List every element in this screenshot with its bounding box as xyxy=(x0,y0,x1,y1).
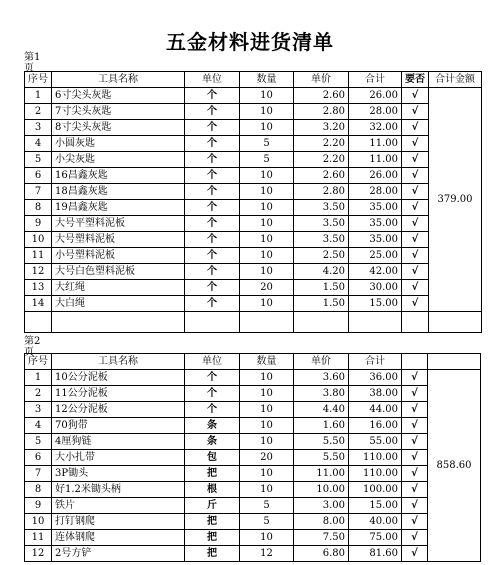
item-subtotal: 100.00 xyxy=(349,482,402,498)
item-price: 5.50 xyxy=(294,434,349,450)
item-name: 大号塑料泥板 xyxy=(52,232,185,248)
item-qty: 20 xyxy=(240,280,294,296)
item-name: 19昌鑫灰匙 xyxy=(52,200,185,216)
item-name: 70狗带 xyxy=(52,418,185,434)
item-qty: 5 xyxy=(240,514,294,530)
item-name: 大小扎带 xyxy=(52,450,185,466)
header-subtotal: 合计 xyxy=(349,72,402,88)
item-price: 7.50 xyxy=(294,530,349,546)
row-index: 5 xyxy=(25,152,52,168)
grand-total: 379.00 xyxy=(429,88,482,312)
item-price: 1.50 xyxy=(294,280,349,296)
item-qty: 10 xyxy=(240,216,294,232)
check-mark: √ xyxy=(402,514,428,530)
item-name: 大号白色塑料泥板 xyxy=(52,264,185,280)
item-qty: 10 xyxy=(240,88,294,104)
item-unit: 个 xyxy=(185,232,240,248)
item-unit: 把 xyxy=(185,514,240,530)
item-qty: 10 xyxy=(240,296,294,312)
empty-cell xyxy=(294,312,349,333)
item-qty: 10 xyxy=(240,402,294,418)
row-index: 6 xyxy=(25,450,52,466)
table-row xyxy=(25,120,482,136)
header-required: 要否 xyxy=(402,72,429,88)
item-price: 3.20 xyxy=(294,120,349,136)
header-unit: 单位 xyxy=(185,72,240,88)
check-mark: √ xyxy=(402,216,429,232)
item-subtotal: 16.00 xyxy=(349,418,402,434)
item-qty: 10 xyxy=(240,232,294,248)
empty-cell xyxy=(349,312,402,333)
item-price: 3.50 xyxy=(294,200,349,216)
item-price: 2.50 xyxy=(294,248,349,264)
item-qty: 10 xyxy=(240,104,294,120)
check-mark: √ xyxy=(402,184,429,200)
item-price: 3.50 xyxy=(294,216,349,232)
item-unit: 个 xyxy=(185,136,240,152)
item-price: 10.00 xyxy=(294,482,349,498)
item-subtotal: 81.60 xyxy=(349,546,402,562)
item-name: 8寸尖头灰匙 xyxy=(52,120,185,136)
table-header-row xyxy=(25,354,481,370)
row-index: 2 xyxy=(25,386,52,402)
empty-row xyxy=(25,312,482,333)
item-subtotal: 55.00 xyxy=(349,434,402,450)
row-index: 8 xyxy=(25,200,52,216)
grand-total: 858.60 xyxy=(428,370,481,562)
item-name: 小号塑料泥板 xyxy=(52,248,185,264)
item-price: 1.50 xyxy=(294,296,349,312)
item-qty: 12 xyxy=(240,546,294,562)
row-index: 10 xyxy=(25,514,52,530)
item-name: 6寸尖头灰匙 xyxy=(52,88,185,104)
row-index: 7 xyxy=(25,466,52,482)
item-qty: 10 xyxy=(240,370,294,386)
empty-cell xyxy=(240,312,294,333)
row-index: 1 xyxy=(25,88,52,104)
check-mark: √ xyxy=(402,152,429,168)
item-subtotal: 15.00 xyxy=(349,498,402,514)
item-price: 4.40 xyxy=(294,402,349,418)
item-unit: 个 xyxy=(185,248,240,264)
item-price: 11.00 xyxy=(294,466,349,482)
table-row xyxy=(25,482,481,498)
table-row xyxy=(25,136,482,152)
item-subtotal: 26.00 xyxy=(349,88,402,104)
item-unit: 把 xyxy=(185,530,240,546)
item-price: 2.20 xyxy=(294,136,349,152)
table-row xyxy=(25,280,482,296)
item-subtotal: 26.00 xyxy=(349,168,402,184)
row-index: 5 xyxy=(25,434,52,450)
row-index: 14 xyxy=(25,296,52,312)
item-qty: 10 xyxy=(240,264,294,280)
item-unit: 个 xyxy=(185,184,240,200)
item-unit: 个 xyxy=(185,296,240,312)
header-subtotal: 合计 xyxy=(349,354,402,370)
item-subtotal: 42.00 xyxy=(349,264,402,280)
item-price: 2.60 xyxy=(294,88,349,104)
table-row xyxy=(25,248,482,264)
check-mark: √ xyxy=(402,232,429,248)
row-index: 6 xyxy=(25,168,52,184)
item-name: 4厘狗链 xyxy=(52,434,185,450)
header-total-empty xyxy=(428,354,481,370)
item-price: 2.80 xyxy=(294,104,349,120)
table-row xyxy=(25,418,481,434)
item-qty: 5 xyxy=(240,498,294,514)
check-mark: √ xyxy=(402,136,429,152)
item-unit: 个 xyxy=(185,200,240,216)
item-unit: 条 xyxy=(185,434,240,450)
table-row xyxy=(25,200,482,216)
item-name: 7寸尖头灰匙 xyxy=(52,104,185,120)
item-name: 16昌鑫灰匙 xyxy=(52,168,185,184)
item-subtotal: 40.00 xyxy=(349,514,402,530)
item-unit: 个 xyxy=(185,280,240,296)
item-subtotal: 110.00 xyxy=(349,466,402,482)
header-index: 序号 xyxy=(25,354,52,370)
header-name: 工具名称 xyxy=(52,354,185,370)
item-price: 5.50 xyxy=(294,450,349,466)
check-mark: √ xyxy=(402,370,428,386)
item-subtotal: 32.00 xyxy=(349,120,402,136)
item-subtotal: 11.00 xyxy=(349,152,402,168)
item-qty: 10 xyxy=(240,482,294,498)
item-name: 大红绳 xyxy=(52,280,185,296)
table-row xyxy=(25,232,482,248)
check-mark: √ xyxy=(402,248,429,264)
item-unit: 根 xyxy=(185,482,240,498)
item-unit: 条 xyxy=(185,418,240,434)
row-index: 10 xyxy=(25,232,52,248)
empty-cell xyxy=(52,312,185,333)
materials-table-page-1 xyxy=(24,71,482,333)
table-row xyxy=(25,296,482,312)
check-mark: √ xyxy=(402,104,429,120)
item-unit: 个 xyxy=(185,386,240,402)
table-row xyxy=(25,264,482,280)
item-price: 3.50 xyxy=(294,232,349,248)
row-index: 3 xyxy=(25,402,52,418)
item-subtotal: 30.00 xyxy=(349,280,402,296)
item-name: 铁片 xyxy=(52,498,185,514)
item-subtotal: 36.00 xyxy=(349,370,402,386)
item-subtotal: 75.00 xyxy=(349,530,402,546)
item-price: 6.80 xyxy=(294,546,349,562)
item-name: 小尖灰匙 xyxy=(52,152,185,168)
check-mark: √ xyxy=(402,498,428,514)
item-name: 连体钢爬 xyxy=(52,530,185,546)
header-index: 序号 xyxy=(25,72,52,88)
item-subtotal: 110.00 xyxy=(349,450,402,466)
item-unit: 个 xyxy=(185,402,240,418)
item-name: 大号平塑料泥板 xyxy=(52,216,185,232)
item-price: 1.60 xyxy=(294,418,349,434)
item-name: 18昌鑫灰匙 xyxy=(52,184,185,200)
item-unit: 把 xyxy=(185,466,240,482)
item-price: 3.60 xyxy=(294,370,349,386)
item-qty: 10 xyxy=(240,200,294,216)
item-qty: 10 xyxy=(240,530,294,546)
check-mark: √ xyxy=(402,280,429,296)
check-mark: √ xyxy=(402,120,429,136)
materials-table-page-2 xyxy=(24,353,481,562)
table-row xyxy=(25,434,481,450)
check-mark: √ xyxy=(402,200,429,216)
row-index: 9 xyxy=(25,498,52,514)
item-subtotal: 44.00 xyxy=(349,402,402,418)
item-qty: 10 xyxy=(240,168,294,184)
item-unit: 斤 xyxy=(185,498,240,514)
check-mark: √ xyxy=(402,168,429,184)
check-mark: √ xyxy=(402,434,428,450)
check-mark: √ xyxy=(402,450,428,466)
table-header-row xyxy=(25,72,482,88)
page-mark-text: 第2页 xyxy=(24,336,41,358)
item-price: 2.20 xyxy=(294,152,349,168)
item-qty: 10 xyxy=(240,120,294,136)
check-mark: √ xyxy=(402,386,428,402)
empty-cell xyxy=(25,312,52,333)
item-unit: 个 xyxy=(185,152,240,168)
item-subtotal: 25.00 xyxy=(349,248,402,264)
row-index: 13 xyxy=(25,280,52,296)
item-qty: 10 xyxy=(240,386,294,402)
row-index: 2 xyxy=(25,104,52,120)
row-index: 8 xyxy=(25,482,52,498)
item-subtotal: 15.00 xyxy=(349,296,402,312)
item-qty: 20 xyxy=(240,450,294,466)
item-unit: 个 xyxy=(185,88,240,104)
check-mark: √ xyxy=(402,482,428,498)
item-qty: 10 xyxy=(240,434,294,450)
row-index: 7 xyxy=(25,184,52,200)
table-row xyxy=(25,530,481,546)
item-subtotal: 28.00 xyxy=(349,104,402,120)
table-row xyxy=(25,88,482,104)
empty-cell xyxy=(402,312,429,333)
header-price: 单价 xyxy=(294,72,349,88)
table-row xyxy=(25,386,481,402)
table-row xyxy=(25,466,481,482)
item-name: 大白绳 xyxy=(52,296,185,312)
item-unit: 个 xyxy=(185,168,240,184)
table-row xyxy=(25,450,481,466)
item-subtotal: 35.00 xyxy=(349,200,402,216)
row-index: 4 xyxy=(25,136,52,152)
table-row xyxy=(25,402,481,418)
header-unit: 单位 xyxy=(185,354,240,370)
row-index: 11 xyxy=(25,248,52,264)
item-qty: 10 xyxy=(240,418,294,434)
document-title: 五金材料进货清单 xyxy=(166,30,334,54)
item-name: 好1.2米锄头柄 xyxy=(52,482,185,498)
empty-cell xyxy=(429,312,482,333)
item-qty: 10 xyxy=(240,248,294,264)
table-row xyxy=(25,152,482,168)
row-index: 3 xyxy=(25,120,52,136)
row-index: 9 xyxy=(25,216,52,232)
item-subtotal: 35.00 xyxy=(349,216,402,232)
item-price: 8.00 xyxy=(294,514,349,530)
item-unit: 把 xyxy=(185,546,240,562)
item-price: 2.80 xyxy=(294,184,349,200)
item-price: 2.60 xyxy=(294,168,349,184)
item-name: 12公分泥板 xyxy=(52,402,185,418)
check-mark: √ xyxy=(402,402,428,418)
item-name: 打钉钢爬 xyxy=(52,514,185,530)
item-unit: 个 xyxy=(185,120,240,136)
item-name: 小圆灰匙 xyxy=(52,136,185,152)
item-qty: 10 xyxy=(240,466,294,482)
item-unit: 个 xyxy=(185,370,240,386)
table-row xyxy=(25,514,481,530)
item-price: 4.20 xyxy=(294,264,349,280)
header-total: 合计金额 xyxy=(429,72,482,88)
row-index: 12 xyxy=(25,546,52,562)
table-row xyxy=(25,546,481,562)
check-mark: √ xyxy=(402,546,428,562)
item-qty: 10 xyxy=(240,184,294,200)
item-name: 11公分泥板 xyxy=(52,386,185,402)
item-name: 2号方铲 xyxy=(52,546,185,562)
check-mark: √ xyxy=(402,264,429,280)
item-subtotal: 38.00 xyxy=(349,386,402,402)
table-row xyxy=(25,104,482,120)
row-index: 1 xyxy=(25,370,52,386)
check-mark: √ xyxy=(402,466,428,482)
check-mark: √ xyxy=(402,530,428,546)
row-index: 4 xyxy=(25,418,52,434)
header-required-empty xyxy=(402,354,428,370)
item-subtotal: 28.00 xyxy=(349,184,402,200)
check-mark: √ xyxy=(402,296,429,312)
table-row xyxy=(25,370,481,386)
item-price: 3.80 xyxy=(294,386,349,402)
item-name: 3P锄头 xyxy=(52,466,185,482)
item-unit: 个 xyxy=(185,216,240,232)
item-qty: 5 xyxy=(240,152,294,168)
item-unit: 个 xyxy=(185,264,240,280)
item-unit: 个 xyxy=(185,104,240,120)
header-price: 单价 xyxy=(294,354,349,370)
page-mark-text: 第1页 xyxy=(24,52,41,74)
header-qty: 数量 xyxy=(240,72,294,88)
header-name: 工具名称 xyxy=(52,72,185,88)
item-subtotal: 11.00 xyxy=(349,136,402,152)
item-subtotal: 35.00 xyxy=(349,232,402,248)
row-index: 11 xyxy=(25,530,52,546)
table-row xyxy=(25,168,482,184)
item-qty: 5 xyxy=(240,136,294,152)
check-mark: √ xyxy=(402,88,429,104)
item-price: 3.00 xyxy=(294,498,349,514)
row-index: 12 xyxy=(25,264,52,280)
item-name: 10公分泥板 xyxy=(52,370,185,386)
header-qty: 数量 xyxy=(240,354,294,370)
empty-cell xyxy=(185,312,240,333)
item-unit: 包 xyxy=(185,450,240,466)
table-row xyxy=(25,184,482,200)
table-row xyxy=(25,216,482,232)
check-mark: √ xyxy=(402,418,428,434)
table-row xyxy=(25,498,481,514)
